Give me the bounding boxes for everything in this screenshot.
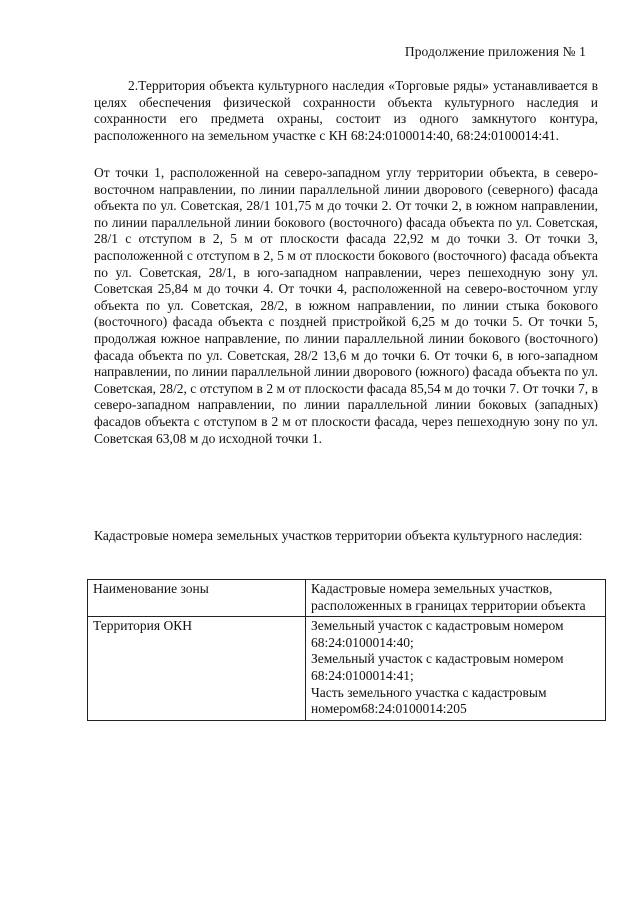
- boundary-description-paragraph: От точки 1, расположенной на северо-западном углу территории объекта, в северо-восточном направлении, по линии параллельной линии дворового (северного) фасада объекта по ул. Советская, 28/1 101,75 м до точки 2. От точки 2, в южном направлении, по линии параллельной линии бокового (восточного) фасада объекта по ул. Советская, 28/1 с отступом в 2, 5 м от плоскости фасада 22,92 м до точки 3. От точки 3, расположенной с отступом в 2, 5 м от плоскости бокового (восточного) фасада объекта по ул. Советская, 28/1, в юго-западном направлении, через пешеходную зону ул. Советская 25,84 м до точки 4. От точки 4, расположенной на северо-восточном углу объекта по ул. Советская, 28/2, в южном направлении, по линии стыка бокового (восточного) фасада объекта с поздней пристройкой 6,25 м до точки 5. От точки 5, продолжая южное направление, по линии параллельной линии бокового (восточного) фасада объекта по ул. Советская, 28/2 13,6 м до точки 6. От точки 6, в юго-западном направлении, по линии параллельной линии дворового (южного) фасада объекта по ул. Советская, 28/2, с отступом в 2 м от плоскости фасада 85,54 м до точки 7. От точки 7, в северо-западном направлении, по линии параллельной линии боковых (западных) фасадов объекта с отступом в 2 м от плоскости фасада, через пешеходную зону по ул. Советская 63,08 м до исходной точки 1.: [94, 165, 598, 446]
- cadastral-intro-paragraph: Кадастровые номера земельных участков территории объекта культурного наследия:: [94, 528, 583, 543]
- table-cell-zone: Территория ОКН: [88, 617, 306, 721]
- parcel-entry: Земельный участок с кадастровым номером 68:24:0100014:41;: [311, 651, 564, 683]
- cadastral-zones-table: [87, 579, 606, 721]
- territory-paragraph: 2.Территория объекта культурного наследия «Торговые ряды» устанавливается в целях обеспечения физической сохранности объекта культурного наследия и сохранности его предмета охраны, состоит из одного замкнутого контура, расположенного на земельном участке с КН 68:24:0100014:40, 68:24:0100014:41.: [94, 78, 598, 143]
- parcel-entry: Часть земельного участка с кадастровым номером68:24:0100014:205: [311, 684, 547, 717]
- table-header-zone-name: Наименование зоны: [88, 580, 306, 617]
- table-row: [88, 617, 606, 721]
- cadastral-intro-block: [94, 528, 598, 545]
- appendix-continuation-note: Продолжение приложения № 1: [404, 44, 586, 59]
- table-header-row: [88, 580, 606, 617]
- table-cell-parcels: [306, 617, 606, 721]
- territory-paragraph-block: [94, 78, 598, 144]
- table-header-cadastral-numbers: Кадастровые номера земельных участков, расположенных в границах территории объекта: [306, 580, 606, 617]
- boundary-paragraph-block: [94, 165, 598, 447]
- parcel-entry: Земельный участок с кадастровым номером 68:24:0100014:40;: [311, 618, 564, 650]
